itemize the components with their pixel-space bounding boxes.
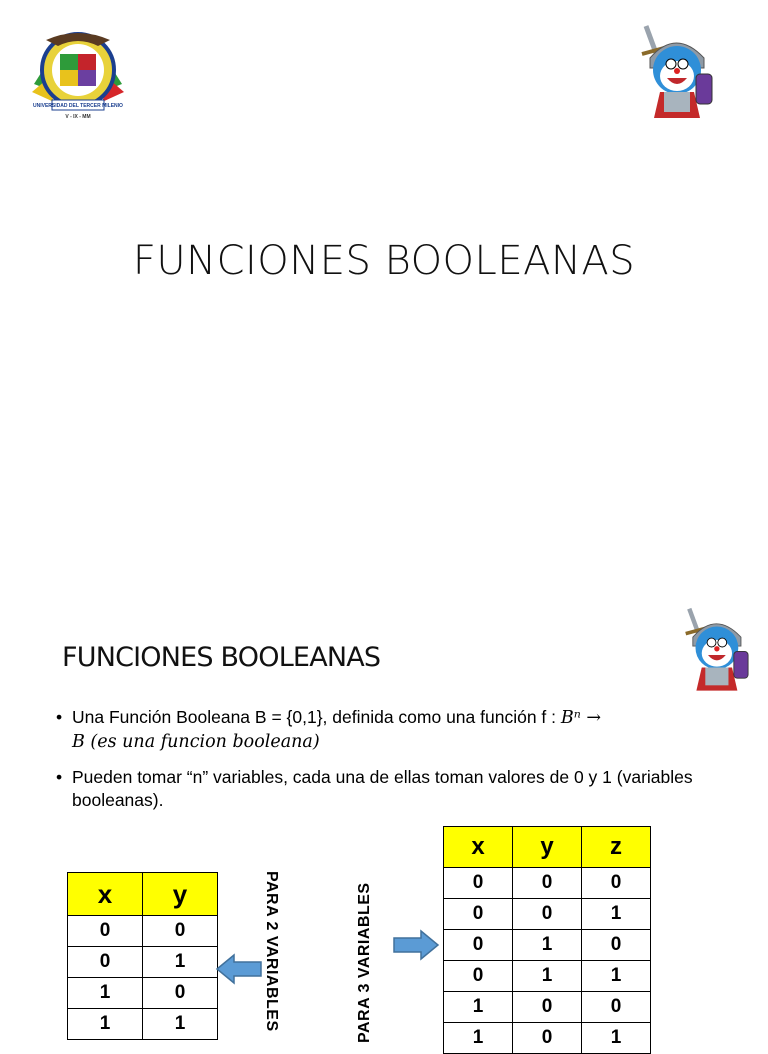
table-cell: 0 (68, 916, 143, 947)
truth-table-three-variables (443, 826, 651, 1054)
bullet-item (56, 706, 736, 754)
table-cell: 0 (444, 930, 513, 961)
truth-table-two-variables (67, 872, 218, 1040)
table-cell: 1 (68, 1009, 143, 1040)
table-cell: 1 (582, 1023, 651, 1054)
arrow-left-icon (216, 954, 262, 984)
arrow-right-icon (393, 930, 439, 960)
svg-text:UNIVERSIDAD DEL TERCER MILENIO: UNIVERSIDAD DEL TERCER MILENIO (33, 103, 123, 109)
table-cell: 0 (582, 868, 651, 899)
bullet-dot-icon: • (56, 767, 63, 787)
table-cell: 0 (68, 947, 143, 978)
doraemon-knight-mascot (630, 18, 722, 120)
bullet-list (56, 706, 736, 824)
table-cell: 1 (68, 978, 143, 1009)
doraemon-knight-mascot (675, 598, 757, 696)
table-cell: 1 (513, 961, 582, 992)
slide-title: FUNCIONES BOOLEANAS (62, 642, 381, 673)
table-header: y (143, 873, 218, 916)
table-cell: 0 (582, 992, 651, 1023)
table-cell: 0 (513, 868, 582, 899)
table-cell: 0 (444, 899, 513, 930)
three-variables-label: PARA 3 VARIABLES (356, 882, 373, 1043)
two-variables-label: PARA 2 VARIABLES (263, 871, 280, 1032)
table-row (444, 961, 651, 992)
table-cell: 0 (582, 930, 651, 961)
table-cell: 1 (143, 947, 218, 978)
table-cell: 0 (513, 899, 582, 930)
table-header: z (582, 827, 651, 868)
bullet-text: Una Función Booleana B = {0,1}, definida como una función f : (72, 707, 561, 727)
table-row (68, 916, 218, 947)
table-cell: 1 (143, 1009, 218, 1040)
table-cell: 0 (143, 916, 218, 947)
table-cell: 0 (444, 868, 513, 899)
table-row (68, 978, 218, 1009)
table-cell: 0 (444, 961, 513, 992)
table-cell: 0 (143, 978, 218, 1009)
table-cell: 1 (582, 961, 651, 992)
table-cell: 1 (444, 992, 513, 1023)
table-header: y (513, 827, 582, 868)
svg-text:V - IX - MM: V - IX - MM (65, 114, 91, 120)
table-row (444, 930, 651, 961)
university-logo (28, 22, 128, 122)
table-header: x (444, 827, 513, 868)
table-row (444, 992, 651, 1023)
table-cell: 0 (513, 1023, 582, 1054)
bullet-text: Pueden tomar “n” variables, cada una de ellas toman valores de 0 y 1 (variables booleanas). (72, 767, 693, 810)
bullet-dot-icon: • (56, 707, 63, 727)
math-expression: Bⁿ → (560, 708, 602, 728)
content-slide (0, 586, 768, 1048)
bullet-item (56, 766, 736, 812)
table-cell: 0 (513, 992, 582, 1023)
table-row (444, 868, 651, 899)
table-cell: 1 (513, 930, 582, 961)
table-row (444, 899, 651, 930)
slide-title: FUNCIONES BOOLEANAS (132, 238, 636, 284)
table-header: x (68, 873, 143, 916)
table-row (68, 947, 218, 978)
table-cell: 1 (582, 899, 651, 930)
table-row (444, 1023, 651, 1054)
math-expression: B (es una funcion booleana) (72, 732, 320, 752)
table-row (68, 1009, 218, 1040)
table-cell: 1 (444, 1023, 513, 1054)
